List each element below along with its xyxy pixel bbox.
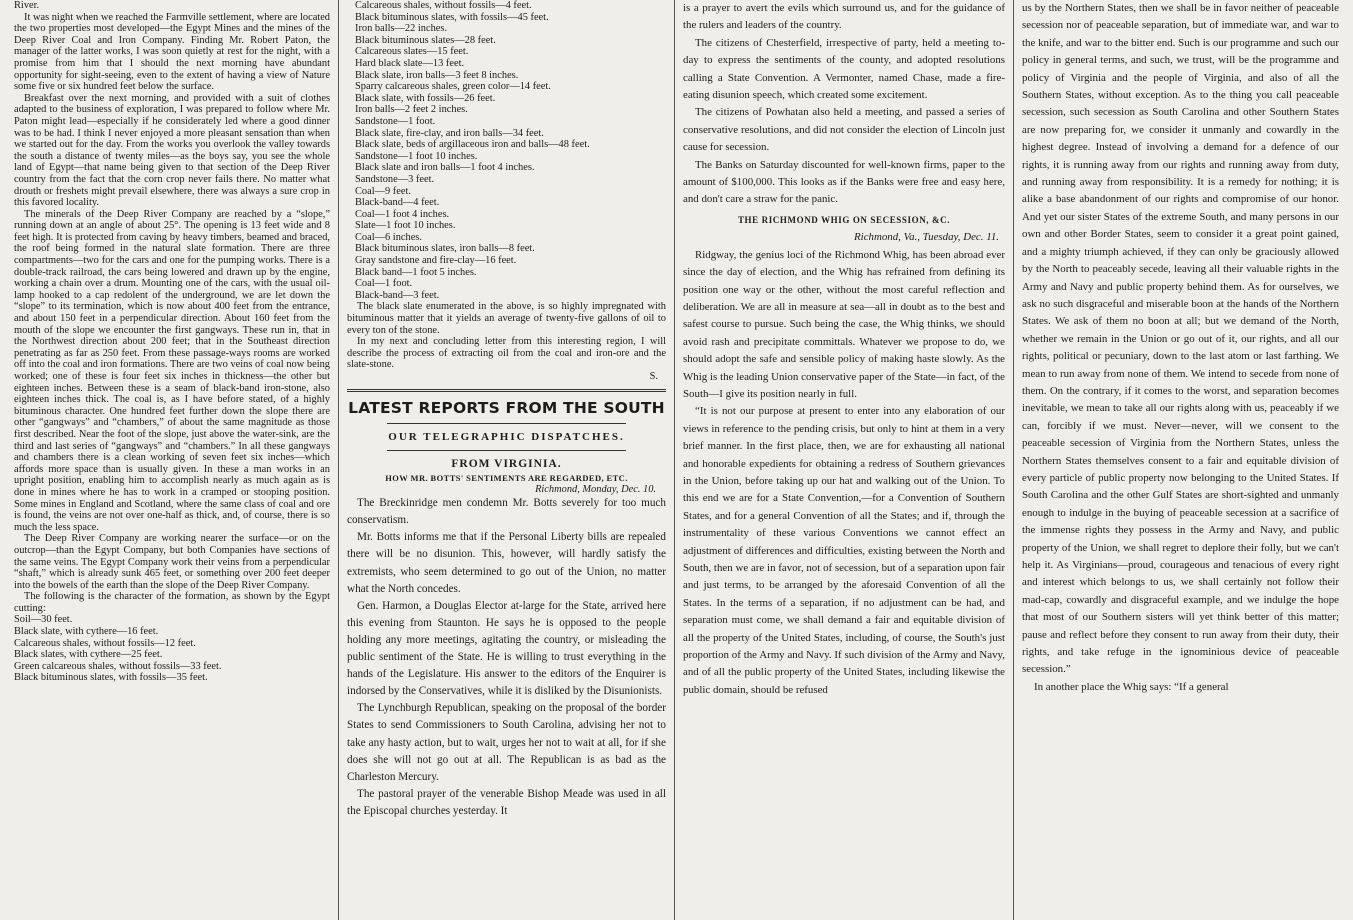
list-item: Green calcareous shales, without fossils—33 feet. (14, 660, 222, 672)
list-item: Black-band—3 feet. (355, 289, 440, 301)
list-item: Black-band—4 feet. (355, 197, 440, 209)
paragraph: The minerals of the Deep River Company are reached by a “slope,” running down at an angle of about 25°. The opening is 13 feet wide and 8 feet high. It is protected from caving by heavy timbers, beamed and braced, the roof being formed in the natural slate formation. There are three compartments—two for the cars and one for the pumping works. There is a double-track railroad, the cars being lowered and drawn up by the engine, working a chain over a drum. Mounting one of the cars, with the usual oil-lamp hooked to a cap redolent of the underground, we are let down the “slope” to its termination, which is now about 400 feet from the entrance, and about 150 feet in a perpendicular direction. About 160 feet from the mouth of the slope we encounter the first gangways. These run in, that in the Northwest direction about 200 feet; that in the Southeast direction penetrating as far as 250 feet. From these passage-ways rooms are worked off into the coal and iron formations. There are two veins of coal now being worked; one of these is four feet six inches in thickness—the other but eighteen inches. Between these is a seam of black-band iron-stone, also eighteen inches thick. The coal is, as I have before stated, of a highly bituminous character. One hundred feet further down the slope there are other “gangways” and “chambers,” of about the same magnitude as those first described. Near the foot of the slope, just above the water-sink, are the third and last series of “gangways” and “chambers.” In all these gangways and chambers there is a clean working of seven feet six inches—which affords more space than is usually given. In these a man works in an upright position, enabling him to accomplish nearly as much again as is done in mines where he has to work in a cramped or stooping position. Some mines in England and Scotland, where the same class of coal and ore is found, the veins are not over one-half as thick, and, of course, there is so much the less space. (14, 208, 330, 533)
subheading: HOW MR. BOTTS' SENTIMENTS ARE REGARDED, ETC. (385, 472, 628, 483)
paragraph: Ridgway, the genius loci of the Richmond Whig, has been abroad ever since the day of election, and the Whig has refrained from defining its position one way or the other, without the most careful reflection and deliberation. We are all in measure at sea—all in doubt as to the best and safest course to pursue. Such being the case, the Whig thinks, we should avoid rash and precipitate committals. Whatever we propose to do, we should adopt the safe and sensible policy of making haste slowly. As the Whig is the leading Union conservative paper of the State—in fact, of the South—I give its position nearly in full. (683, 248, 1005, 400)
subheading: OUR TELEGRAPHIC DISPATCHES. (388, 430, 625, 443)
paragraph: In my next and concluding letter from this interesting region, I will describe the process of extracting oil from the coal and iron-ore and the slate-stone. (347, 336, 666, 371)
column-3 (675, 0, 1014, 920)
list-item: Iron balls—22 inches. (355, 23, 448, 35)
paragraph: The Deep River Company are working nearer the surface—or on the outcrop—than the Egypt Company, but both Companies have sections of the same veins. The Egypt Company work their veins from a perpendicular “shaft,” which is already sunk 465 feet, or something over 200 feet deeper into the bowels of the earth than the slope of the Deep River Company. (14, 533, 330, 591)
formation-list (14, 614, 330, 684)
list-item: Black bituminous slates, with fossils—35 feet. (14, 672, 208, 684)
paragraph: River. (14, 0, 40, 11)
list-item: Sparry calcareous shales, green color—14 feet. (355, 81, 551, 93)
list-item: Calcareous shales, without fossils—12 feet. (14, 637, 196, 649)
list-item: Sandstone—3 feet. (355, 173, 435, 185)
column-2 (339, 0, 675, 920)
list-item: Coal—6 inches. (355, 231, 422, 243)
list-item: Coal—1 foot. (355, 278, 413, 290)
list-item: Black slates, with cythere—25 feet. (14, 649, 163, 661)
list-item: Coal—1 foot 4 inches. (355, 208, 450, 220)
dateline: Richmond, Monday, Dec. 10. (535, 483, 656, 495)
list-item: Calcareous shales, without fossils—4 feet. (355, 0, 532, 11)
paragraph: Gen. Harmon, a Douglas Elector at-large for the State, arrived here this evening from Staunton. He says he is opposed to the people holding any more meetings, agitating the country, or misleading the public sentiment of the State. He is willing to trust everything in the hands of the Legislature. His answer to the editors of the Enquirer is indorsed by the Conservatives, while it is disliked by the Disunionists. (347, 599, 666, 698)
subheading: FROM VIRGINIA. (451, 457, 562, 470)
list-item: Black band—1 foot 5 inches. (355, 266, 477, 278)
section-heading: THE RICHMOND WHIG ON SECESSION, &C. (737, 214, 951, 225)
paragraph: The black slate enumerated in the above, is so highly impregnated with bituminous matter that it yields an average of twenty-five gallons of oil to every ton of the stone. (347, 301, 666, 336)
list-item: Gray sandstone and fire-clay—16 feet. (355, 255, 517, 267)
list-item: Black slate, fire-clay, and iron balls—34 feet. (355, 127, 544, 139)
paragraph: The pastoral prayer of the venerable Bishop Meade was used in all the Episcopal churches yesterday. It (347, 787, 666, 817)
paragraph: The following is the character of the formation, as shown by the Egypt cutting: (14, 591, 330, 614)
paragraph: “It is not our purpose at present to enter into any elaboration of our views in reference to the pending crisis, but only to hint at them in a very brief manner. In the first place, then, we are for exhausting all national and honorable expedients for obtaining a redress of Southern grievances in the Union, before taking up our hat and walking out of the Union. To this end we are for a State Convention,—for a Convention of Southern States, and for a general Convention of all the States; and if, through the instrumentality of these various Conventions we cannot effect an adjustment of differences and difficulties, existing between the North and South, then we are in favor, not of secession, but of a separation upon fair and just terms, to be arranged by the aforesaid Convention of all the States. In the terms of a separation, if no adjustment can be had, and separation must come, we shall demand a fair and equitable division of all the property of the United States, including, of course, the South's just proportion of the Army and Navy. If such division of the Army and Navy, and of all the public property of the United States, including likewise the public domain, should be refused (683, 405, 1005, 696)
list-item: Iron balls—2 feet 2 inches. (355, 104, 468, 116)
paragraph: Mr. Botts informs me that if the Personal Liberty bills are repealed there will be no disunion. This, however, will hardly satisfy the extremists, who seem determined to go out of the Union, no matter what the North concedes. (347, 531, 666, 595)
paragraph: The Banks on Saturday discounted for well-known firms, paper to the amount of $100,000. This looks as if the Banks were free and easy here, and don't care a straw for the panic. (683, 158, 1005, 206)
list-item: Black slate, with cythere—16 feet. (14, 626, 159, 638)
list-item: Black bituminous slates, iron balls—8 feet. (355, 243, 535, 255)
paragraph: is a prayer to avert the evils which surround us, and for the guidance of the rulers and leaders of the country. (683, 2, 1005, 32)
list-item: Sandstone—1 foot. (355, 115, 436, 127)
divider (347, 389, 666, 392)
column-1 (6, 0, 339, 920)
headline: LATEST REPORTS FROM THE SOUTH (348, 398, 665, 417)
list-item: Sandstone—1 foot 10 inches. (355, 150, 478, 162)
list-item: Black slate, with fossils—26 feet. (355, 92, 496, 104)
list-item: Black bituminous slates, with fossils—45 feet. (355, 11, 549, 23)
divider (387, 450, 626, 451)
list-item: Black slate, beds of argillaceous iron and balls—48 feet. (355, 139, 590, 151)
paragraph: us by the Northern States, then we shall be in favor neither of peaceable secession nor of peaceable separation, but of immediate war, and war to the knife, and war to the bitter end. Such is our programme and such our policy in general terms, and such, we trust, will be the programme and policy of Virginia and the people of Virginia, and also of all the Southern States, without exception. As to the thing you call peaceable secession, such secession as South Carolina and other Southern States are now preparing for, we consider it unmanly and cowardly in the highest degree. Instead of involving a demand for a defence of our rights, it is running away from our rights and running away from duty, and running away from responsibility. It is a remedy for nothing; it is alike a base abandonment of our rights and compromise of our honor. And yet our sister States of the extreme South, and many persons in our own and other Border States, seem to consider it a great point gained, and a mighty triumph achieved, if they can only be graciously allowed by the North to peaceably secede, leaving all their valuable rights in the Army and Navy and public property behind them. As for ourselves, we ask no such disgraceful and miserable boon at the hands of the Northern States. We ask of them no boon at all; but we demand of the North, whether we remain in the Union or go out of it, our rights, and all our rights, political or pecuniary, down to the last atom or last farthing. We mean to run away from none of them. We intend to secede from none of them. On the contrary, if it comes to the worst, and separation becomes inevitable, we mean to take all our rights along with us, peaceably if we can, forcibly if we must. Never—never, will we consent to the peaceable secession of Virginia from the Northern States, unless the Northern States themselves consent to a fair and equitable division of every particle of public property now belonging to the United States. If South Carolina and the other Gulf States are short-sighted and unmanly enough to indulge in the buying of peaceable secession at a sacrifice of the immense rights they possess in the Army and Navy, and public property of the Union, we shall regret to deplore their folly, but we can't help it. As Virginians—proud, courageous and tenacious of every right and interest which belongs to us, we shall certainly not follow their mad-cap, cowardly and disgraceful example, and we indulge the hope that most of our Southern sisters will yet think better of this matter; pause and reflect before they consent to run away from their duty, their rights, and take refuge in the ignominious device of peaceable secession.” (1022, 2, 1339, 676)
divider (387, 423, 626, 424)
paragraph: In another place the Whig says: “If a general (1034, 680, 1229, 693)
dateline: Richmond, Va., Tuesday, Dec. 11. (854, 231, 999, 244)
list-item: Coal—9 feet. (355, 185, 411, 197)
paragraph: Breakfast over the next morning, and provided with a suit of clothes adapted to the business of exploration, I was prepared to follow where Mr. Paton might lead—especially if he considerately led where a good dinner was to be had. I think I never enjoyed a more pleasant sensation than when we started out for the day. From the works you overlook the valley towards the south a distance of twenty miles—as the boys say, you see the whole land of Egypt—that name being given to that section of the Deep River country from the fact that the corn crop never fails there. No matter what drouth or freshets might prevail elsewhere, there was always a sure crop in this favored locality. (14, 92, 330, 209)
list-item: Hard black slate—13 feet. (355, 57, 465, 69)
list-item: Black slate and iron balls—1 foot 4 inches. (355, 162, 535, 174)
list-item: Calcareous slates—15 feet. (355, 46, 469, 58)
list-item: Black bituminous slates—28 feet. (355, 34, 496, 46)
list-item: Soil—30 feet. (14, 614, 73, 626)
paragraph: The citizens of Powhatan also held a meeting, and passed a series of conservative resolutions, and did not consider the election of Lincoln just cause for secession. (683, 106, 1005, 154)
paragraph: The citizens of Chesterfield, irrespective of party, held a meeting to-day to express the sentiments of the county, and adopted resolutions calling a State Convention. A Vermonter, named Chase, made a fire-eating disunion speech, which created some excitement. (683, 36, 1005, 102)
paragraph: The Lynchburgh Republican, speaking on the proposal of the border States to send Commissioners to South Carolina, advising her not to take any hasty action, but to wait, urges her not to wait at all, for if she does she will not go out at all. The Republican is as bad as the Charleston Mercury. (347, 702, 666, 783)
list-item: Black slate, iron balls—3 feet 8 inches. (355, 69, 519, 81)
column-4 (1014, 0, 1347, 920)
formation-list-continued (347, 0, 666, 301)
paragraph: It was night when we reached the Farmville settlement, where are located the two properties most developed—the Egypt Mines and the mines of the Deep River Coal and Iron Company. Finding Mr. Robert Paton, the manager of the latter works, I was soon quietly at rest for the night, with a promise from him that I should the next morning have abundant opportunity for sight-seeing, even to the extent of having a view of Nature some five or six hundred feet below the surface. (14, 11, 330, 93)
list-item: Slate—1 foot 10 inches. (355, 220, 456, 232)
paragraph: The Breckinridge men condemn Mr. Botts severely for too much conservatism. (347, 497, 666, 527)
signature: S. (649, 371, 658, 382)
